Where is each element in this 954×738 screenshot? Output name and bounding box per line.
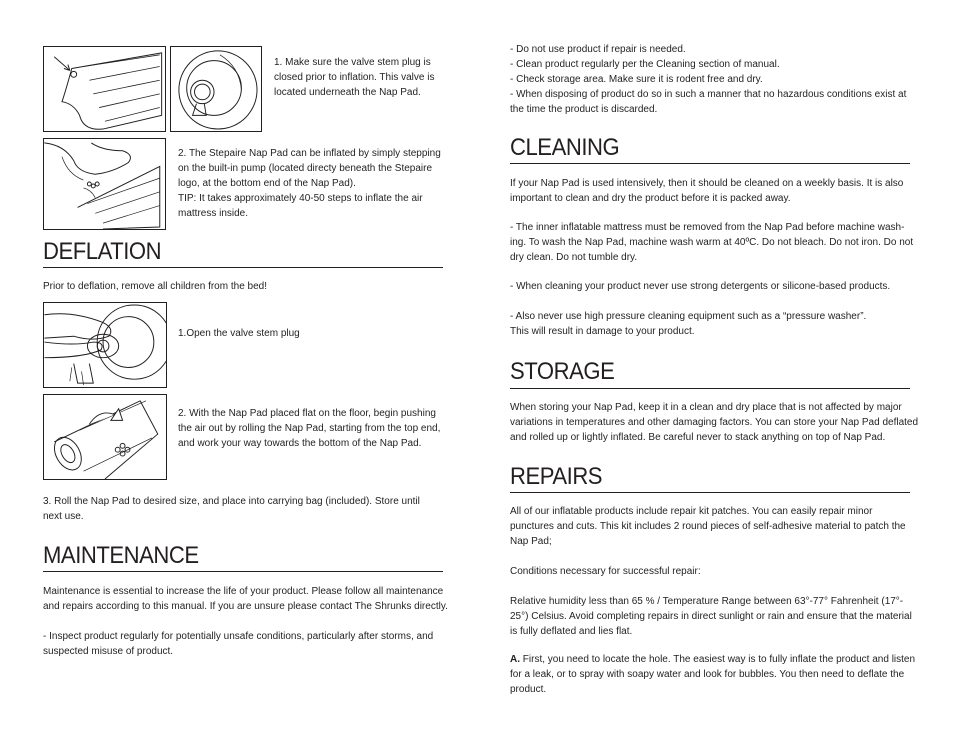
repairs-p1-line: punctures and cuts. This kit includes 2 round pieces of self-adhesive material to patch the	[510, 521, 906, 532]
inflation-step-1: 1. Make sure the valve stem plug is closed prior to inflation. This valve is located underneath the Nap Pad.	[274, 57, 435, 98]
storage-heading: STORAGE	[510, 358, 615, 385]
cleaning-p1	[510, 176, 920, 206]
repairs-p2-line: 25°) Celsius. Avoid completing repairs in direct sunlight or rain and ensure that the material	[510, 611, 912, 622]
valve-illustration	[170, 46, 262, 132]
maintenance-item: - Do not use product if repair is needed.	[510, 44, 686, 55]
repairs-p2-line: Relative humidity less than 65 % / Temperature Range between 63°-77° Fahrenheit (17°-	[510, 596, 904, 607]
maintenance-continued	[510, 42, 920, 117]
cleaning-p2-line: dry clean. Do not tumble dry.	[510, 252, 638, 263]
rolling-pad-illustration	[43, 394, 167, 480]
cleaning-p3-line: - When cleaning your product never use strong detergents or silicone-based products.	[510, 281, 891, 292]
inflation-step-2-line: 2. The Stepaire Nap Pad can be inflated by simply stepping	[178, 148, 441, 159]
storage-line: and rolled up or lightly inflated. Be careful never to stack anything on top of Nap Pad.	[510, 432, 886, 443]
repairs-step-a-line: for a leak, or to spray with soapy water and look for bubbles. You then need to deflate the	[510, 669, 905, 680]
cleaning-p1-line: If your Nap Pad is used intensively, then it should be cleaned on a weekly basis. It is also	[510, 178, 904, 189]
storage-line: When storing your Nap Pad, keep it in a clean and dry place that is not affected by major	[510, 402, 902, 413]
cleaning-p2-line: - The inner inflatable mattress must be removed from the Nap Pad before machine wash-	[510, 222, 905, 233]
repairs-step-a-line	[510, 652, 920, 667]
maintenance-item: the time the product is discarded.	[510, 104, 658, 115]
repairs-heading: REPAIRS	[510, 463, 603, 490]
cleaning-p4	[510, 309, 920, 339]
maintenance-inspect-line: - Inspect product regularly for potentially unsafe conditions, particularly after storms, and	[43, 631, 434, 642]
cleaning-heading: CLEANING	[510, 134, 620, 161]
maintenance-intro	[43, 584, 453, 614]
storage-line: variations in temperatures and other damaging factors. You can store your Nap Pad deflated	[510, 417, 919, 428]
cleaning-p3	[510, 279, 920, 294]
deflation-heading: DEFLATION	[43, 238, 162, 265]
inflation-step-2-line: on the built-in pump (located directy beneath the Stepaire	[178, 163, 433, 174]
maintenance-item: - When disposing of product do so in such a manner that no hazardous conditions exist at	[510, 89, 907, 100]
maintenance-inspect-line: suspected misuse of product.	[43, 646, 174, 657]
repairs-p1-line: Nap Pad;	[510, 536, 552, 547]
cleaning-p2-line: ing. To wash the Nap Pad, machine wash warm at 40ºC. Do not bleach. Do not iron. Do not	[510, 237, 914, 248]
deflation-step-3	[43, 494, 443, 524]
maintenance-intro-line: Maintenance is essential to increase the life of your product. Please follow all maintenance	[43, 586, 444, 597]
foot-pump-illustration	[43, 138, 166, 230]
repairs-p2-line: is fully deflated and lies flat.	[510, 626, 633, 637]
repairs-p2	[510, 594, 920, 639]
cleaning-p2	[510, 220, 920, 265]
inflation-step-2-line: logo, at the bottom end of the Nap Pad).	[178, 178, 356, 189]
cleaning-p4-line: This will result in damage to your product.	[510, 326, 695, 337]
inflation-step-2-line: TIP: It takes approximately 40-50 steps to inflate the air	[178, 193, 423, 204]
step-a-text: First, you need to locate the hole. The easiest way is to fully inflate the product and listen	[520, 654, 916, 665]
repairs-p1-line: All of our inflatable products include repair kit patches. You can easily repair minor	[510, 506, 873, 517]
maintenance-item: - Clean product regularly per the Cleaning section of manual.	[510, 59, 780, 70]
inflation-step-2	[178, 146, 448, 221]
deflation-step-3-line: 3. Roll the Nap Pad to desired size, and place into carrying bag (included). Store until	[43, 496, 420, 507]
repairs-step-a	[510, 652, 920, 697]
storage-text	[510, 400, 920, 445]
cleaning-rule	[510, 163, 910, 164]
deflation-intro: Prior to deflation, remove all children from the bed!	[43, 281, 267, 292]
deflation-step-3-line: next use.	[43, 511, 84, 522]
deflation-step-2-line: the air out by rolling the Nap Pad, starting from the top end,	[178, 423, 441, 434]
maintenance-intro-line: and repairs according to this manual. If you are unsure please contact The Shrunks directly.	[43, 601, 448, 612]
repairs-step-a-line: product.	[510, 684, 547, 695]
deflation-step-2	[178, 406, 448, 451]
repairs-p1	[510, 504, 920, 549]
hand-valve-illustration	[43, 302, 167, 388]
deflation-step-2-line: and work your way towards the bottom of the Nap Pad.	[178, 438, 422, 449]
deflation-rule	[43, 267, 443, 268]
pad-corner-illustration	[43, 46, 166, 132]
maintenance-rule	[43, 571, 443, 572]
deflation-step-1: 1.Open the valve stem plug	[178, 328, 300, 339]
repairs-conditions: Conditions necessary for successful repair:	[510, 566, 701, 577]
maintenance-inspect	[43, 629, 453, 659]
maintenance-item: - Check storage area. Make sure it is rodent free and dry.	[510, 74, 763, 85]
maintenance-heading: MAINTENANCE	[43, 542, 199, 569]
storage-rule	[510, 388, 910, 389]
deflation-step-2-line: 2. With the Nap Pad placed flat on the floor, begin pushing	[178, 408, 436, 419]
inflation-step-2-line: mattress inside.	[178, 208, 249, 219]
cleaning-p1-line: important to clean and dry the product before it is packed away.	[510, 193, 791, 204]
repairs-rule	[510, 492, 910, 493]
step-a-label: A.	[510, 654, 520, 665]
cleaning-p4-line: - Also never use high pressure cleaning equipment such as a “pressure washer”.	[510, 311, 867, 322]
